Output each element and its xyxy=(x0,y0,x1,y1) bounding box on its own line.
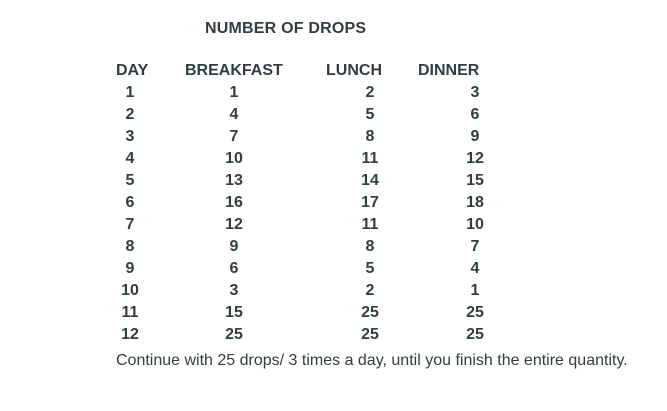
cell-lunch: 14 xyxy=(361,172,379,189)
table-row xyxy=(0,238,667,260)
cell-day: 10 xyxy=(121,282,139,299)
cell-day: 6 xyxy=(125,194,135,211)
cell-lunch: 8 xyxy=(365,238,375,255)
cell-breakfast: 7 xyxy=(229,128,239,145)
cell-breakfast: 10 xyxy=(225,150,243,167)
cell-lunch: 5 xyxy=(365,106,375,123)
cell-dinner: 25 xyxy=(466,304,484,321)
cell-breakfast: 15 xyxy=(225,304,243,321)
cell-day: 11 xyxy=(121,304,139,321)
cell-day: 7 xyxy=(125,216,135,233)
cell-breakfast: 6 xyxy=(229,260,239,277)
cell-lunch: 25 xyxy=(361,304,379,321)
footnote-text: Continue with 25 drops/ 3 times a day, until you finish the entire quantity. xyxy=(116,352,628,369)
table-row xyxy=(0,128,667,150)
table-row xyxy=(0,194,667,216)
table-header xyxy=(0,62,667,84)
cell-lunch: 25 xyxy=(361,326,379,343)
table-row xyxy=(0,172,667,194)
cell-dinner: 3 xyxy=(470,84,480,101)
table-row xyxy=(0,282,667,304)
cell-breakfast: 12 xyxy=(225,216,243,233)
cell-breakfast: 4 xyxy=(229,106,239,123)
cell-breakfast: 1 xyxy=(229,84,239,101)
table-row xyxy=(0,106,667,128)
cell-breakfast: 3 xyxy=(229,282,239,299)
cell-dinner: 25 xyxy=(466,326,484,343)
table-row xyxy=(0,150,667,172)
cell-dinner: 7 xyxy=(470,238,480,255)
cell-day: 1 xyxy=(125,84,135,101)
table-row xyxy=(0,216,667,238)
cell-day: 9 xyxy=(125,260,135,277)
table-row xyxy=(0,326,667,348)
cell-dinner: 1 xyxy=(470,282,480,299)
cell-breakfast: 9 xyxy=(229,238,239,255)
cell-day: 12 xyxy=(121,326,139,343)
cell-dinner: 12 xyxy=(466,150,484,167)
header-dinner: DINNER xyxy=(418,62,480,79)
table-row xyxy=(0,260,667,282)
cell-dinner: 9 xyxy=(470,128,480,145)
cell-lunch: 2 xyxy=(365,282,375,299)
cell-lunch: 5 xyxy=(365,260,375,277)
header-day: DAY xyxy=(116,62,149,79)
cell-dinner: 6 xyxy=(470,106,480,123)
cell-day: 5 xyxy=(125,172,135,189)
cell-lunch: 11 xyxy=(361,150,379,167)
cell-breakfast: 25 xyxy=(225,326,243,343)
table-row xyxy=(0,304,667,326)
cell-dinner: 10 xyxy=(466,216,484,233)
cell-day: 4 xyxy=(125,150,135,167)
cell-dinner: 4 xyxy=(470,260,480,277)
cell-lunch: 2 xyxy=(365,84,375,101)
cell-lunch: 11 xyxy=(361,216,379,233)
header-breakfast: BREAKFAST xyxy=(185,62,283,79)
cell-dinner: 18 xyxy=(466,194,484,211)
page-title: NUMBER OF DROPS xyxy=(205,20,367,37)
cell-lunch: 17 xyxy=(361,194,379,211)
cell-dinner: 15 xyxy=(466,172,484,189)
header-lunch: LUNCH xyxy=(326,62,382,79)
cell-breakfast: 13 xyxy=(225,172,243,189)
cell-lunch: 8 xyxy=(365,128,375,145)
table-row xyxy=(0,84,667,106)
cell-breakfast: 16 xyxy=(225,194,243,211)
cell-day: 8 xyxy=(125,238,135,255)
cell-day: 3 xyxy=(125,128,135,145)
cell-day: 2 xyxy=(125,106,135,123)
